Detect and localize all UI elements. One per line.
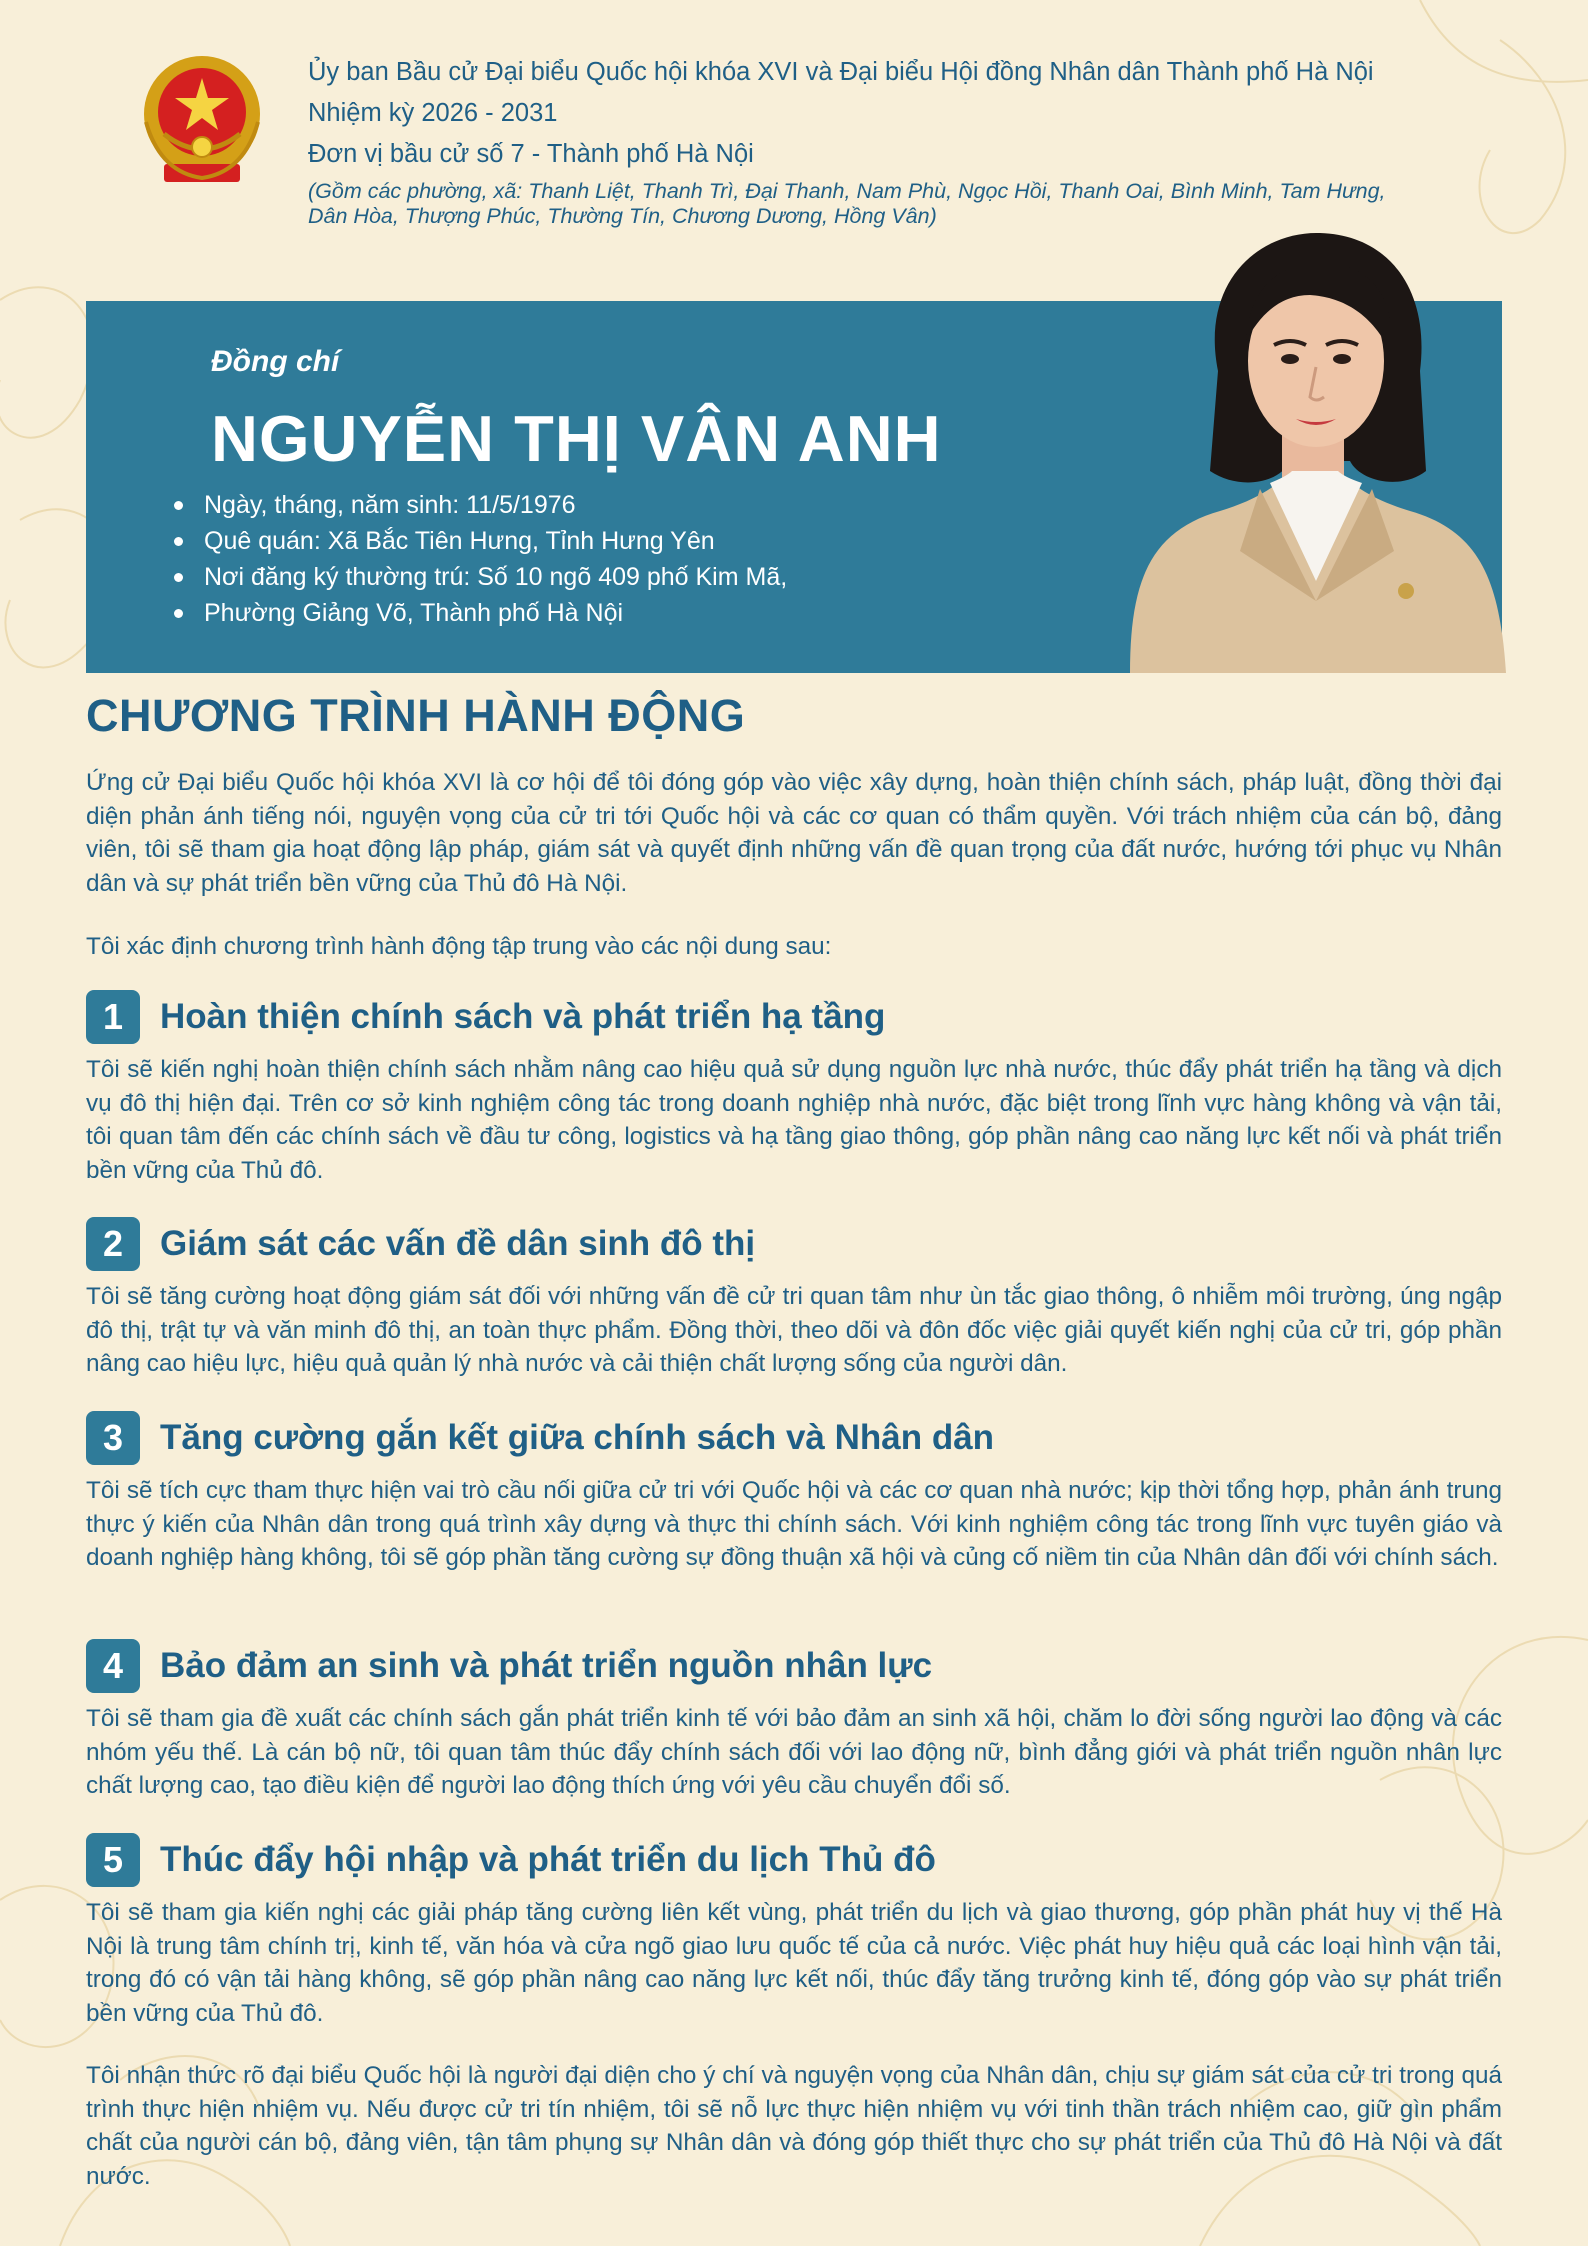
bio-item-residence: Nơi đăng ký thường trú: Số 10 ngõ 409 phố Kim Mã, bbox=[170, 559, 787, 595]
section-paragraph-5: Tôi sẽ tham gia kiến nghị các giải pháp tăng cường liên kết vùng, phát triển du lịch và giao thương, góp phần phát huy vị thế Hà Nội là trung tâm chính trị, kinh tế, văn hóa và cửa ngõ giao lưu quốc tế của cả nước. Việc phát huy hiệu quả các loại hình vận tải, trong đó có vận tải hàng không, sẽ góp phần nâng cao năng lực kết nối, thúc đẩy tăng trưởng kinh tế, đóng góp vào sự phát triển bền vững của Thủ đô. bbox=[86, 1899, 1502, 2027]
section-heading-2 bbox=[86, 1217, 755, 1271]
candidate-name: NGUYỄN THỊ VÂN ANH bbox=[211, 402, 942, 475]
profile-banner bbox=[86, 301, 1502, 673]
constituency: Đơn vị bầu cử số 7 - Thành phố Hà Nội bbox=[308, 140, 754, 168]
section-heading-text: Thúc đẩy hội nhập và phát triển du lịch Thủ đô bbox=[160, 1840, 936, 1879]
section-paragraph-1: Tôi sẽ kiến nghị hoàn thiện chính sách nhằm nâng cao hiệu quả sử dụng nguồn lực nhà nước, thúc đẩy phát triển hạ tầng và dịch vụ đô thị hiện đại. Trên cơ sở kinh nghiệm công tác trong doanh nghiệp nhà nước, đặc biệt trong lĩnh vực hàng không và vận tải, tôi quan tâm đến các chính sách về đầu tư công, logistics và hạ tầng giao thông, góp phần nâng cao năng lực kết nối và phát triển bền vững của Thủ đô. bbox=[86, 1056, 1502, 1184]
section-paragraph-4: Tôi sẽ tham gia đề xuất các chính sách gắn phát triển kinh tế với bảo đảm an sinh xã hội, chăm lo đời sống người lao động và các nhóm yếu thế. Là cán bộ nữ, tôi quan tâm thúc đẩy chính sách đối với lao động nữ, bình đẳng giới và phát triển nguồn nhân lực chất lượng cao, tạo điều kiện để người lao động thích ứng với yêu cầu chuyển đổi số. bbox=[86, 1705, 1502, 1799]
national-emblem-icon bbox=[140, 52, 264, 198]
section-heading-3 bbox=[86, 1411, 994, 1465]
section-number-badge: 3 bbox=[86, 1411, 140, 1465]
election-header bbox=[308, 52, 1508, 229]
section-heading-text: Hoàn thiện chính sách và phát triển hạ tầng bbox=[160, 997, 886, 1036]
section-number-badge: 1 bbox=[86, 990, 140, 1044]
candidate-portrait bbox=[1110, 221, 1514, 673]
bio-list bbox=[170, 487, 787, 631]
section-heading-text: Bảo đảm an sinh và phát triển nguồn nhân lực bbox=[160, 1646, 933, 1685]
section-number-badge: 5 bbox=[86, 1833, 140, 1887]
term: Nhiệm kỳ 2026 - 2031 bbox=[308, 99, 558, 127]
constituency-wards-line-1: (Gồm các phường, xã: Thanh Liệt, Thanh Trì, Đại Thanh, Nam Phù, Ngọc Hồi, Thanh Oai, Bình Minh, Tam Hưng, bbox=[308, 179, 1386, 203]
section-paragraph-3: Tôi sẽ tích cực tham thực hiện vai trò cầu nối giữa cử tri với Quốc hội và các cơ quan nhà nước; kịp thời tổng hợp, phản ánh trung thực ý kiến của Nhân dân trong quá trình xây dựng và thực thi chính sách. Với kinh nghiệm công tác trong lĩnh vực tuyên giáo và doanh nghiệp hàng không, tôi sẽ góp phần tăng cường sự đồng thuận xã hội và củng cố niềm tin của Nhân dân đối với chính sách. bbox=[86, 1477, 1502, 1571]
section-number-badge: 4 bbox=[86, 1639, 140, 1693]
section-heading-1 bbox=[86, 990, 885, 1044]
action-program-title: CHƯƠNG TRÌNH HÀNH ĐỘNG bbox=[86, 690, 746, 741]
bio-item-birth-date: Ngày, tháng, năm sinh: 11/5/1976 bbox=[170, 487, 787, 523]
bio-item-residence-continued: Phường Giảng Võ, Thành phố Hà Nội bbox=[170, 595, 787, 631]
intro-paragraph: Ứng cử Đại biểu Quốc hội khóa XVI là cơ hội để tôi đóng góp vào việc xây dựng, hoàn thiện chính sách, pháp luật, đồng thời đại diện phản ánh tiếng nói, nguyện vọng của cử tri tới Quốc hội và các cơ quan có thẩm quyền. Với trách nhiệm của cán bộ, đảng viên, tôi sẽ tham gia hoạt động lập pháp, giám sát và quyết định những vấn đề quan trọng của đất nước, hướng tới phục vụ Nhân dân và sự phát triển bền vững của Thủ đô Hà Nội. bbox=[86, 769, 1502, 897]
closing-paragraph: Tôi nhận thức rõ đại biểu Quốc hội là người đại diện cho ý chí và nguyện vọng của Nhân dân, chịu sự giám sát của cử tri trong quá trình thực hiện nhiệm vụ. Nếu được cử tri tín nhiệm, tôi sẽ nỗ lực thực hiện nhiệm vụ với tinh thần trách nhiệm cao, giữ gìn phẩm chất của người cán bộ, đảng viên, tận tâm phụng sự Nhân dân và đóng góp thiết thực cho sự phát triển của Thủ đô Hà Nội và đất nước. bbox=[86, 2062, 1502, 2190]
lead-paragraph: Tôi xác định chương trình hành động tập trung vào các nội dung sau: bbox=[86, 933, 832, 960]
section-heading-4 bbox=[86, 1639, 932, 1693]
bio-item-hometown: Quê quán: Xã Bắc Tiên Hưng, Tỉnh Hưng Yên bbox=[170, 523, 787, 559]
section-heading-5 bbox=[86, 1833, 936, 1887]
section-heading-text: Giám sát các vấn đề dân sinh đô thị bbox=[160, 1224, 756, 1263]
committee-name: Ủy ban Bầu cử Đại biểu Quốc hội khóa XVI và Đại biểu Hội đồng Nhân dân Thành phố Hà Nội bbox=[308, 58, 1374, 86]
constituency-wards-line-2: Dân Hòa, Thượng Phúc, Thường Tín, Chương Dương, Hồng Vân) bbox=[308, 204, 937, 228]
section-number-badge: 2 bbox=[86, 1217, 140, 1271]
section-heading-text: Tăng cường gắn kết giữa chính sách và Nhân dân bbox=[160, 1418, 995, 1457]
section-paragraph-2: Tôi sẽ tăng cường hoạt động giám sát đối với những vấn đề cử tri quan tâm như ùn tắc giao thông, ô nhiễm môi trường, úng ngập đô thị, trật tự và văn minh đô thị, an toàn thực phẩm. Đồng thời, theo dõi và đôn đốc việc giải quyết kiến nghị của cử tri, góp phần nâng cao hiệu lực, hiệu quả quản lý nhà nước và cải thiện chất lượng sống của người dân. bbox=[86, 1283, 1502, 1377]
salutation: Đồng chí bbox=[211, 345, 340, 378]
